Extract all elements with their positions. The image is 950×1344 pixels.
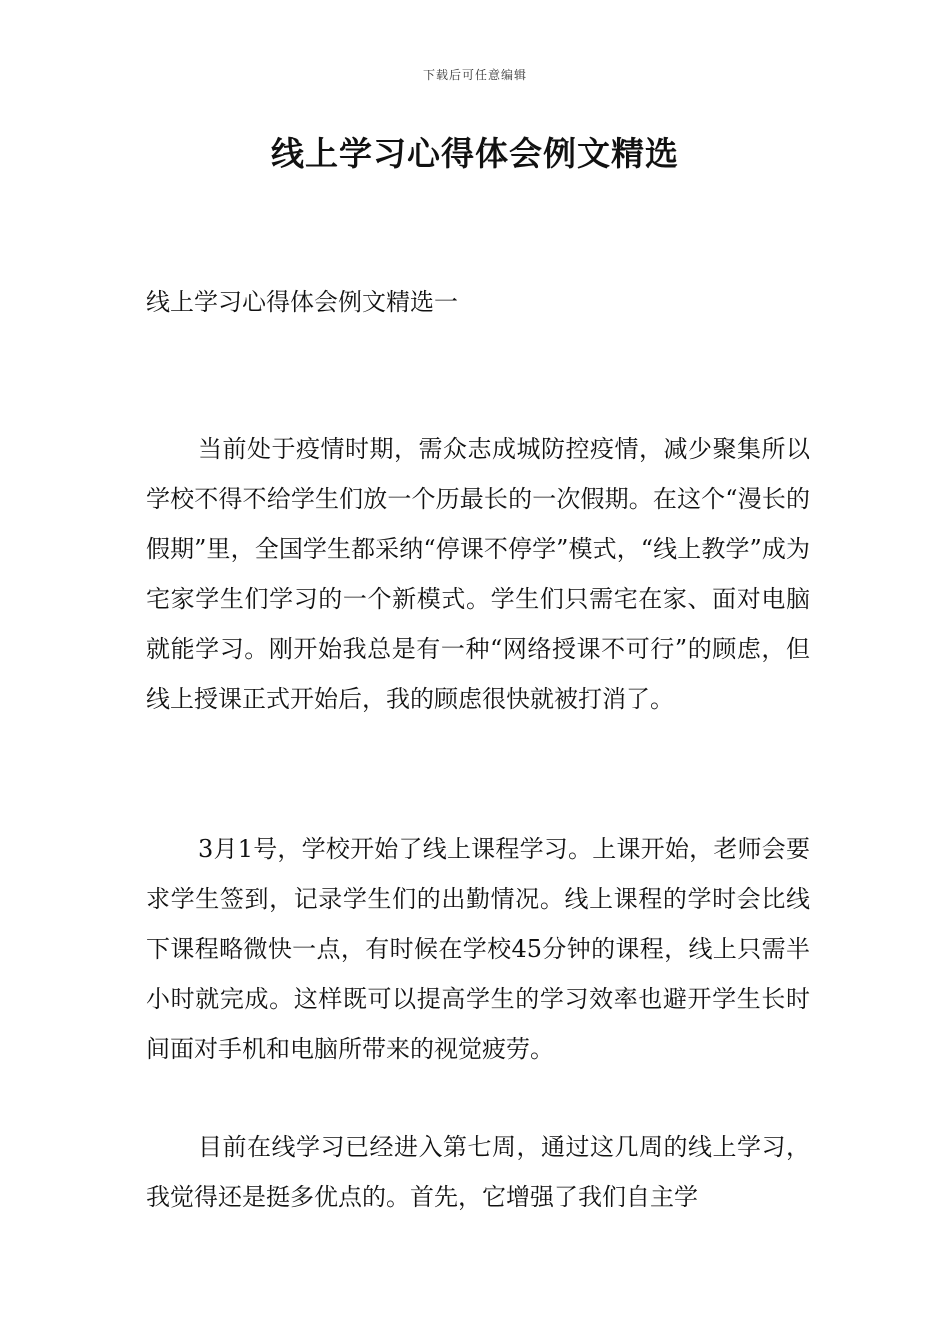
body-paragraph-3: 目前在线学习已经进入第七周，通过这几周的线上学习，我觉得还是挺多优点的。首先，它增强了我们自主学 — [146, 1133, 810, 1211]
document-title: 线上学习心得体会例文精选 — [271, 134, 679, 173]
section-heading: 线上学习心得体会例文精选一 — [146, 288, 458, 316]
body-paragraph-2: 3月1号，学校开始了线上课程学习。上课开始，老师会要求学生签到，记录学生们的出勤情况。线上课程的学时会比线下课程略微快一点，有时候在学校45分钟的课程，线上只需半小时就完成。这样既可以提高学生的学习效率也避开学生长时间面对手机和电脑所带来的视觉疲劳。 — [146, 835, 810, 1063]
body-paragraph-1: 当前处于疫情时期，需众志成城防控疫情，减少聚集所以学校不得不给学生们放一个历最长的一次假期。在这个“漫长的假期”里，全国学生都采纳“停课不停学”模式，“线上教学”成为宅家学生们学习的一个新模式。学生们只需宅在家、面对电脑就能学习。刚开始我总是有一种“网络授课不可行”的顾虑，但线上授课正式开始后，我的顾虑很快就被打消了。 — [146, 435, 810, 713]
header-note: 下载后可任意编辑 — [422, 68, 527, 82]
